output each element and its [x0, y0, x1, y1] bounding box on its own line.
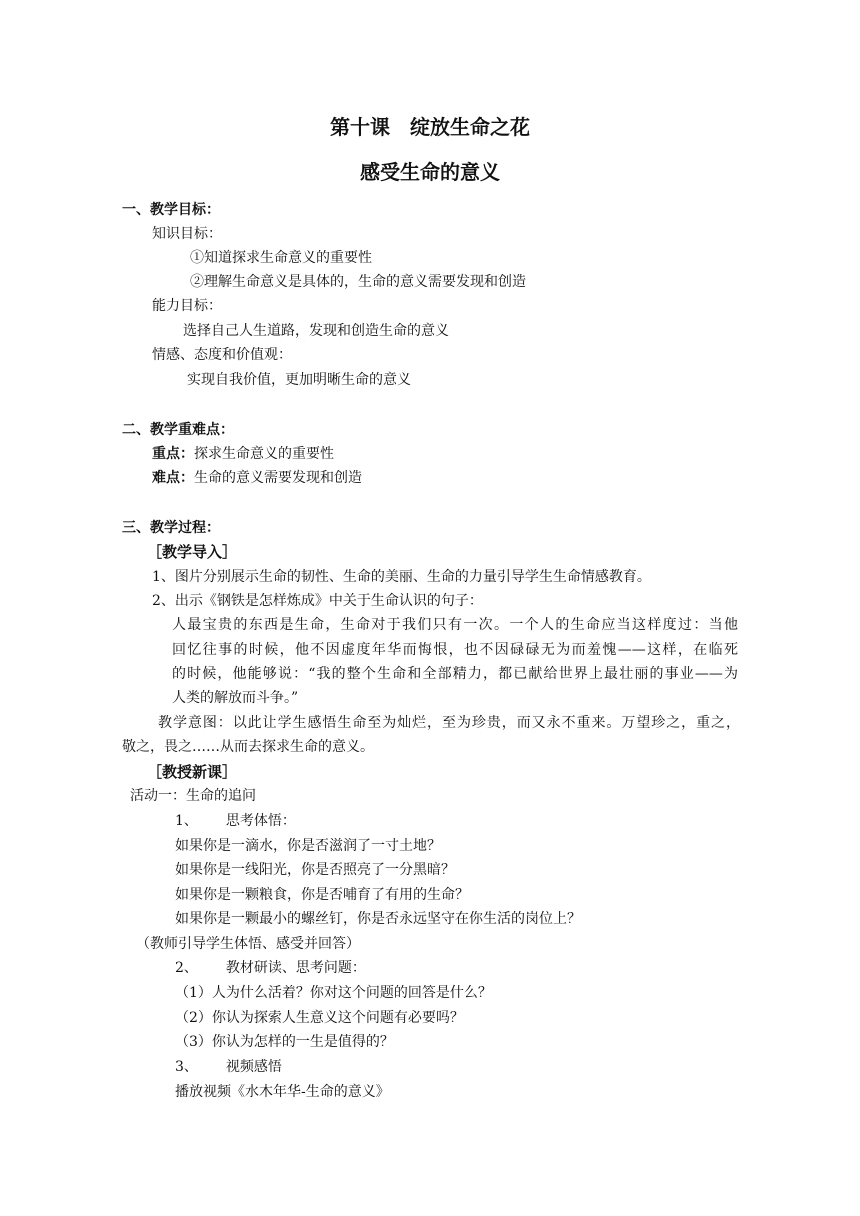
page-subtitle: 感受生命的意义 [360, 160, 500, 184]
knowledge-item-2: ②理解生命意义是具体的，生命的意义需要发现和创造 [190, 274, 526, 290]
quote-line-3: 的时候，他能够说：“我的整个生命和全部精力，都已献给世界上最壮丽的事业——为 [172, 666, 738, 682]
page-title: 第十课 绽放生命之花 [330, 115, 530, 139]
emotion-item: 实现自我价值，更加明晰生命的意义 [187, 372, 411, 388]
quote-line-1: 人最宝贵的东西是生命，生命对于我们只有一次。一个人的生命应当这样度过：当他 [172, 617, 738, 633]
difficult-point-text: 生命的意义需要发现和创造 [194, 470, 362, 486]
think-heading [175, 811, 296, 831]
activity-1-title: 活动一：生命的追问 [130, 788, 256, 804]
difficult-point-label: 难点： [152, 470, 194, 486]
intro-label: ［教学导入］ [147, 543, 238, 561]
question-3: （3）你认为怎样的一生是值得的？ [175, 1034, 394, 1050]
think-title: 思考体悟： [225, 813, 296, 829]
read-number: 2、 [175, 960, 198, 976]
read-title: 教材研读、思考问题： [225, 960, 366, 976]
section-heading-process: 三、教学过程： [122, 520, 220, 536]
intro-step-1: 1、图片分别展示生命的韧性、生命的美丽、生命的力量引导学生生命情感教育。 [152, 569, 651, 585]
key-point [152, 444, 334, 464]
if-line-2: 如果你是一线阳光，你是否照亮了一分黑暗？ [175, 862, 455, 878]
difficult-point [152, 468, 362, 488]
new-lesson-label: ［教授新课］ [147, 763, 238, 781]
knowledge-item-1: ①知道探求生命意义的重要性 [190, 250, 372, 266]
video-line: 播放视频《水木年华-生命的意义》 [175, 1084, 390, 1100]
video-heading [175, 1057, 282, 1077]
section-heading-keypoints: 二、教学重难点： [122, 422, 234, 438]
read-heading [175, 958, 366, 978]
teaching-intent-line-2: 敬之，畏之……从而去探求生命的意义。 [122, 739, 374, 755]
quote-line-2: 回忆往事的时候，他不因虚度年华而悔恨，也不因碌碌无为而羞愧——这样，在临死 [172, 642, 738, 658]
ability-item: 选择自己人生道路，发现和创造生命的意义 [183, 323, 449, 339]
teacher-note: （教师引导学生体悟、感受并回答） [136, 936, 360, 952]
key-point-label: 重点： [152, 446, 194, 462]
if-line-1: 如果你是一滴水，你是否滋润了一寸土地？ [175, 838, 441, 854]
if-line-3: 如果你是一颗粮食，你是否哺育了有用的生命？ [175, 887, 469, 903]
section-heading-objectives: 一、教学目标： [122, 202, 220, 218]
video-number: 3、 [175, 1059, 198, 1075]
intro-step-2: 2、出示《钢铁是怎样炼成》中关于生命认识的句子： [152, 593, 483, 609]
question-1: （1）人为什么活着？你对这个问题的回答是什么？ [175, 985, 492, 1001]
question-2: （2）你认为探索人生意义这个问题有必要吗？ [175, 1010, 464, 1026]
knowledge-label: 知识目标： [152, 226, 222, 242]
quote-line-4: 人类的解放而斗争。” [172, 690, 299, 706]
if-line-4: 如果你是一颗最小的螺丝钉，你是否永远坚守在你生活的岗位上？ [175, 911, 581, 927]
ability-label: 能力目标： [152, 298, 222, 314]
think-number: 1、 [175, 813, 198, 829]
emotion-label: 情感、态度和价值观： [152, 347, 292, 363]
video-title: 视频感悟 [225, 1059, 282, 1075]
key-point-text: 探求生命意义的重要性 [194, 446, 334, 462]
teaching-intent-line-1: 教学意图：以此让学生感悟生命至为灿烂，至为珍贵，而又永不重来。万望珍之，重之， [158, 715, 740, 731]
